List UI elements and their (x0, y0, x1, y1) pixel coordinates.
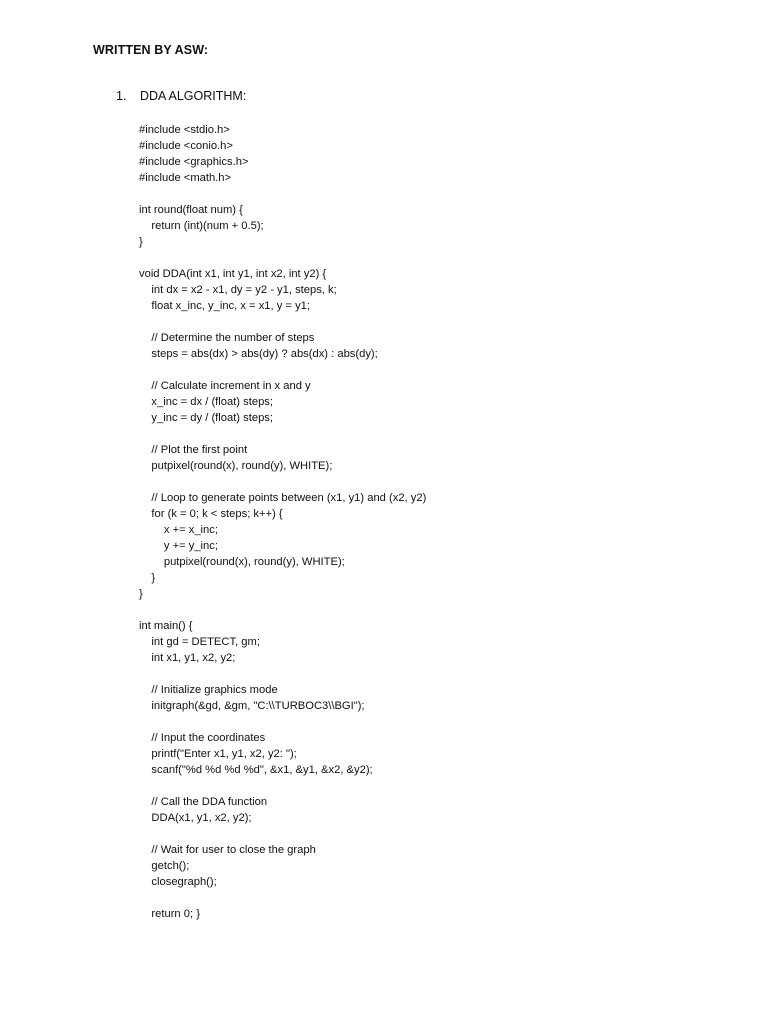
code-line: x += x_inc; (139, 524, 218, 536)
code-line: float x_inc, y_inc, x = x1, y = y1; (139, 300, 310, 312)
code-line: int round(float num) { (139, 204, 243, 216)
code-line: // Call the DDA function (139, 796, 268, 808)
code-line: getch(); (139, 860, 190, 872)
code-line (139, 666, 739, 682)
code-line (139, 314, 739, 330)
code-line: #include <graphics.h> (139, 156, 249, 168)
code-line (139, 714, 739, 730)
code-line: } (139, 572, 156, 584)
code-line: } (139, 588, 143, 600)
code-line: // Initialize graphics mode (139, 684, 278, 696)
code-line: } (139, 236, 143, 248)
code-line: int gd = DETECT, gm; (139, 636, 260, 648)
code-line (139, 474, 739, 490)
code-line: initgraph(&gd, &gm, "C:\\TURBOC3\\BGI"); (139, 700, 365, 712)
code-line: printf("Enter x1, y1, x2, y2: "); (139, 748, 297, 760)
code-line: int main() { (139, 620, 193, 632)
code-line (139, 186, 739, 202)
code-line: int x1, y1, x2, y2; (139, 652, 236, 664)
code-line: return 0; } (139, 908, 200, 920)
code-line: steps = abs(dx) > abs(dy) ? abs(dx) : abs(dy); (139, 348, 378, 360)
code-line: scanf("%d %d %d %d", &x1, &y1, &x2, &y2); (139, 764, 373, 776)
code-line: x_inc = dx / (float) steps; (139, 396, 273, 408)
code-line (139, 602, 739, 618)
code-line: // Loop to generate points between (x1, y1) and (x2, y2) (139, 492, 427, 504)
code-line: putpixel(round(x), round(y), WHITE); (139, 556, 345, 568)
code-line: y += y_inc; (139, 540, 218, 552)
code-line: #include <stdio.h> (139, 124, 230, 136)
code-line: // Calculate increment in x and y (139, 380, 311, 392)
code-line: closegraph(); (139, 876, 217, 888)
code-line: y_inc = dy / (float) steps; (139, 412, 273, 424)
code-line: DDA(x1, y1, x2, y2); (139, 812, 252, 824)
section-number: 1. (116, 89, 127, 103)
code-line: int dx = x2 - x1, dy = y2 - y1, steps, k; (139, 284, 337, 296)
section-heading-text: DDA ALGORITHM: (140, 89, 247, 103)
code-line: for (k = 0; k < steps; k++) { (139, 508, 283, 520)
code-line: putpixel(round(x), round(y), WHITE); (139, 460, 333, 472)
code-line: // Wait for user to close the graph (139, 844, 316, 856)
code-line: // Plot the first point (139, 444, 248, 456)
code-line: // Determine the number of steps (139, 332, 315, 344)
code-line: void DDA(int x1, int y1, int x2, int y2) { (139, 268, 327, 280)
code-line: #include <math.h> (139, 172, 232, 184)
code-line (139, 362, 739, 378)
code-line (139, 890, 739, 906)
code-line (139, 426, 739, 442)
section-heading (116, 88, 246, 104)
code-line (139, 826, 739, 842)
code-line (139, 250, 739, 266)
code-line: return (int)(num + 0.5); (139, 220, 264, 232)
code-line: // Input the coordinates (139, 732, 266, 744)
code-listing (139, 122, 739, 922)
code-line: #include <conio.h> (139, 140, 233, 152)
code-line (139, 778, 739, 794)
document-title: WRITTEN BY ASW: (93, 43, 209, 57)
